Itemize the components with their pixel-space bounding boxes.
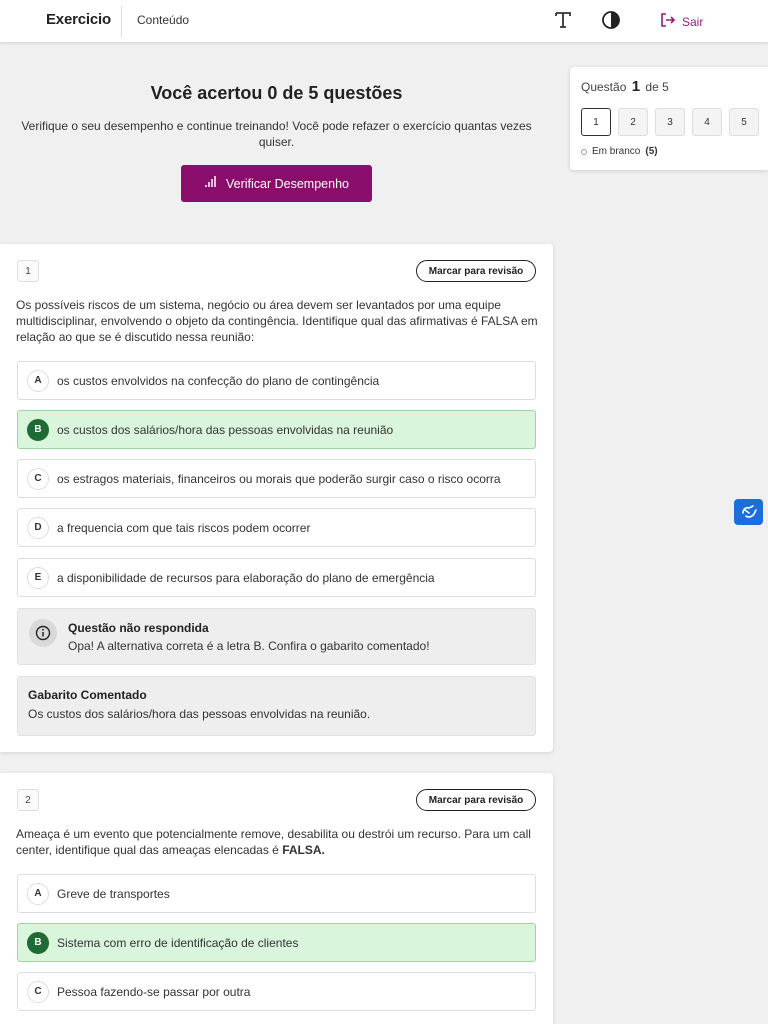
font-size-icon[interactable]: [553, 9, 573, 31]
logout-label: Sair: [682, 14, 704, 29]
question-number: 2: [17, 789, 39, 811]
bar-chart-icon: [204, 175, 218, 192]
feedback-box: [17, 608, 536, 665]
option-a[interactable]: [17, 361, 536, 400]
option-b[interactable]: [17, 923, 536, 962]
info-icon: [29, 619, 57, 647]
verify-performance-label: Verificar Desempenho: [226, 176, 349, 191]
option-text: a disponibilidade de recursos para elaboração do plano de emergência: [57, 570, 435, 585]
question-navigator: [570, 67, 768, 170]
option-letter: B: [27, 932, 49, 954]
result-subtitle: Verifique o seu desempenho e continue treinando! Você pode refazer o exercício quantas vezes quiser.: [21, 119, 532, 149]
feedback-message: Opa! A alternativa correta é a letra B. Confira o gabarito comentado!: [68, 639, 430, 653]
option-letter: A: [27, 370, 49, 392]
nav-conteudo-link[interactable]: Conteúdo: [137, 13, 190, 27]
answer-key-text: Os custos dos salários/hora das pessoas envolvidas na reunião.: [28, 707, 371, 721]
app-title: Exercicio: [46, 11, 111, 28]
option-letter: A: [27, 883, 49, 905]
question-card-1: [0, 244, 553, 752]
question-counter-suffix: de 5: [645, 80, 669, 94]
blank-legend: [581, 146, 658, 157]
question-button-5[interactable]: 5: [729, 108, 759, 136]
option-text: Pessoa fazendo-se passar por outra: [57, 984, 251, 999]
option-text: os custos envolvidos na confecção do plano de contingência: [57, 373, 380, 388]
option-c[interactable]: [17, 972, 536, 1011]
question-card-2: [0, 773, 553, 1024]
question-button-4[interactable]: 4: [692, 108, 722, 136]
logout-button[interactable]: [660, 12, 703, 31]
question-counter-prefix: Questão: [581, 80, 627, 94]
question-button-2[interactable]: 2: [618, 108, 648, 136]
option-text: a frequencia com que tais riscos podem ocorrer: [57, 520, 311, 535]
option-text: os custos dos salários/hora das pessoas envolvidas na reunião: [57, 422, 394, 437]
option-text: Greve de transportes: [57, 886, 170, 901]
question-counter: [581, 78, 669, 95]
question-button-3[interactable]: 3: [655, 108, 685, 136]
logout-icon: [660, 12, 676, 31]
question-button-1[interactable]: 1: [581, 108, 611, 136]
option-letter: C: [27, 468, 49, 490]
option-letter: B: [27, 419, 49, 441]
result-summary: [0, 43, 553, 243]
question-number: 1: [17, 260, 39, 282]
answer-key-title: Gabarito Comentado: [28, 688, 147, 702]
answer-key-box: [17, 676, 536, 736]
option-text: os estragos materiais, financeiros ou morais que poderão surgir caso o risco ocorra: [57, 471, 501, 486]
question-statement-text: Ameaça é um evento que potencialmente remove, desabilita ou destrói um recurso. Para um call center, identifique qual das ameaças elencadas é: [16, 827, 531, 857]
header-divider: [121, 6, 122, 38]
option-letter: E: [27, 567, 49, 589]
verify-performance-button[interactable]: [181, 165, 372, 202]
option-letter: C: [27, 981, 49, 1003]
blank-legend-label: Em branco: [592, 146, 641, 157]
blank-dot-icon: [581, 149, 587, 155]
feedback-title: Questão não respondida: [68, 621, 209, 635]
blank-legend-count: (5): [645, 146, 658, 157]
option-a[interactable]: [17, 874, 536, 913]
option-d[interactable]: [17, 508, 536, 547]
option-letter: D: [27, 517, 49, 539]
top-bar: [0, 0, 768, 43]
question-statement: [16, 826, 538, 858]
question-buttons: [581, 108, 759, 136]
mark-for-review-button[interactable]: Marcar para revisão: [416, 260, 536, 282]
question-statement-emphasis: FALSA.: [282, 843, 325, 857]
contrast-icon[interactable]: [601, 10, 621, 30]
option-text: Sistema com erro de identificação de clientes: [57, 935, 299, 950]
mark-for-review-button[interactable]: Marcar para revisão: [416, 789, 536, 811]
option-c[interactable]: [17, 459, 536, 498]
question-statement: Os possíveis riscos de um sistema, negócio ou área devem ser levantados por uma equipe multidisciplinar, envolvendo o objeto da contingência. Identifique qual das afirmativas é FALSA em relação ao que se é discutido nessa reunião:: [16, 298, 538, 344]
question-counter-current: 1: [631, 78, 641, 95]
result-title: Você acertou 0 de 5 questões: [150, 83, 403, 103]
option-e[interactable]: [17, 558, 536, 597]
sign-language-icon[interactable]: [734, 499, 763, 525]
option-b[interactable]: [17, 410, 536, 449]
